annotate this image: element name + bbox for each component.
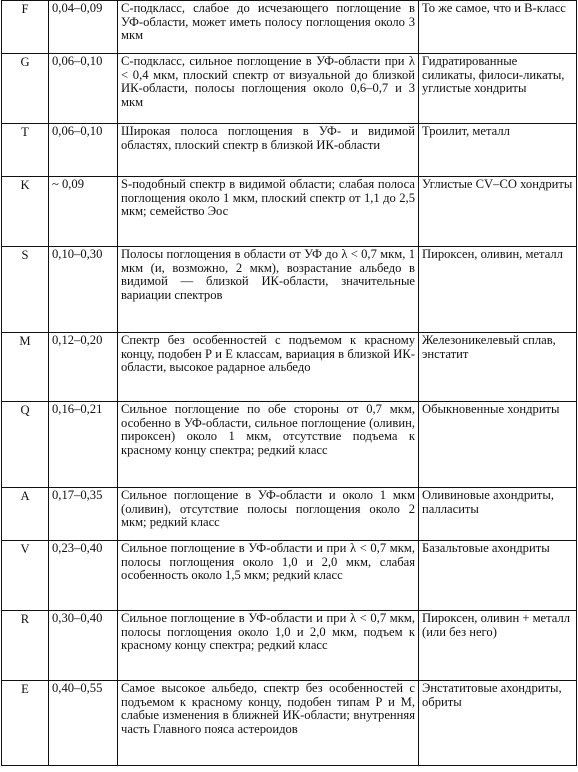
description-cell: S-подобный спектр в видимой области; слабая полоса поглощения около 1 мкм, плоский спектр от 1,1 до 2,5 мкм; семейство Эос <box>118 177 419 247</box>
table-row <box>2 488 577 541</box>
composition-cell: То же самое, что и В-класс <box>419 1 577 54</box>
composition-cell: Базальтовые ахондриты <box>419 541 577 611</box>
composition-cell: Энстатитовые ахондриты, обриты <box>419 681 577 766</box>
table-row <box>2 54 577 124</box>
table-body <box>2 1 577 766</box>
class-cell: S <box>2 247 49 333</box>
class-cell: A <box>2 488 49 541</box>
table-row <box>2 402 577 488</box>
table-row <box>2 177 577 247</box>
composition-cell: Углистые CV–CO хондриты <box>419 177 577 247</box>
class-cell: M <box>2 333 49 402</box>
composition-cell: Пироксен, оливин, металл <box>419 247 577 333</box>
albedo-cell: 0,04–0,09 <box>49 1 118 54</box>
albedo-cell: 0,40–0,55 <box>49 681 118 766</box>
class-cell: K <box>2 177 49 247</box>
composition-cell: Железоникелевый сплав, энстатит <box>419 333 577 402</box>
class-cell: T <box>2 124 49 177</box>
composition-cell: Гидратированные силикаты, филоси-ликаты, углистые хондриты <box>419 54 577 124</box>
description-cell: Полосы поглощения в области от УФ до λ < 0,7 мкм, 1 мкм (и, возможно, 2 мкм), возрастание альбедо в видимой — близкой ИК-области, значительные вариации спектров <box>118 247 419 333</box>
composition-cell: Троилит, металл <box>419 124 577 177</box>
albedo-cell: 0,10–0,30 <box>49 247 118 333</box>
albedo-cell: 0,23–0,40 <box>49 541 118 611</box>
albedo-cell: 0,12–0,20 <box>49 333 118 402</box>
class-cell: R <box>2 611 49 681</box>
description-cell: Спектр без особенностей с подъемом к красному концу, подобен Р и Е классам, вариация в близкой ИК-области, высокое радарное альбедо <box>118 333 419 402</box>
description-cell: С-подкласс, слабое до исчезающего поглощение в УФ-области, может иметь полосу поглощения около 3 мкм <box>118 1 419 54</box>
description-cell: Сильное поглощение в УФ-области и при λ < 0,7 мкм, полосы поглощения около 1,0 и 2,0 мкм, слабая особенность около 1,5 мкм; редкий класс <box>118 541 419 611</box>
table-row <box>2 124 577 177</box>
description-cell: Сильное поглощение в УФ-области и около 1 мкм (оливин), отсутствие полосы поглощения около 2 мкм; редкий класс <box>118 488 419 541</box>
table-row <box>2 247 577 333</box>
description-cell: Самое высокое альбедо, спектр без особенностей с подъемом к красному концу, подобен типам Р и М, слабые изменения в ближней ИК-области; внутренняя часть Главного пояса астероидов <box>118 681 419 766</box>
class-cell: G <box>2 54 49 124</box>
composition-cell: Пироксен, оливин + металл (или без него) <box>419 611 577 681</box>
table-row <box>2 681 577 766</box>
composition-cell: Оливиновые ахондриты, палласиты <box>419 488 577 541</box>
class-cell: V <box>2 541 49 611</box>
table-row <box>2 333 577 402</box>
class-cell: E <box>2 681 49 766</box>
albedo-cell: 0,06–0,10 <box>49 124 118 177</box>
description-cell: Сильное поглощение в УФ-области и при λ < 0,7 мкм, полосы поглощения около 1,0 и 2,0 мкм, подъем к красному концу спектра; редкий класс <box>118 611 419 681</box>
albedo-cell: 0,16–0,21 <box>49 402 118 488</box>
albedo-cell: 0,30–0,40 <box>49 611 118 681</box>
table-row <box>2 611 577 681</box>
albedo-cell: 0,17–0,35 <box>49 488 118 541</box>
albedo-cell: 0,06–0,10 <box>49 54 118 124</box>
table-row <box>2 541 577 611</box>
class-cell: F <box>2 1 49 54</box>
composition-cell: Обыкновенные хондриты <box>419 402 577 488</box>
albedo-cell: ~ 0,09 <box>49 177 118 247</box>
description-cell: Сильное поглощение по обе стороны от 0,7 мкм, особенно в УФ-области, сильное поглощение (оливин, пироксен) около 1 мкм, отсутствие подъема к красному концу спектра; редкий класс <box>118 402 419 488</box>
table-row <box>2 1 577 54</box>
class-cell: Q <box>2 402 49 488</box>
description-cell: С-подкласс, сильное поглощение в УФ-области при λ < 0,4 мкм, плоский спектр от визуальной до близкой ИК-области, полосы поглощения около 0,6–0,7 и 3 мкм <box>118 54 419 124</box>
asteroid-class-table <box>1 0 577 766</box>
description-cell: Широкая полоса поглощения в УФ- и видимой областях, плоский спектр в близкой ИК-области <box>118 124 419 177</box>
